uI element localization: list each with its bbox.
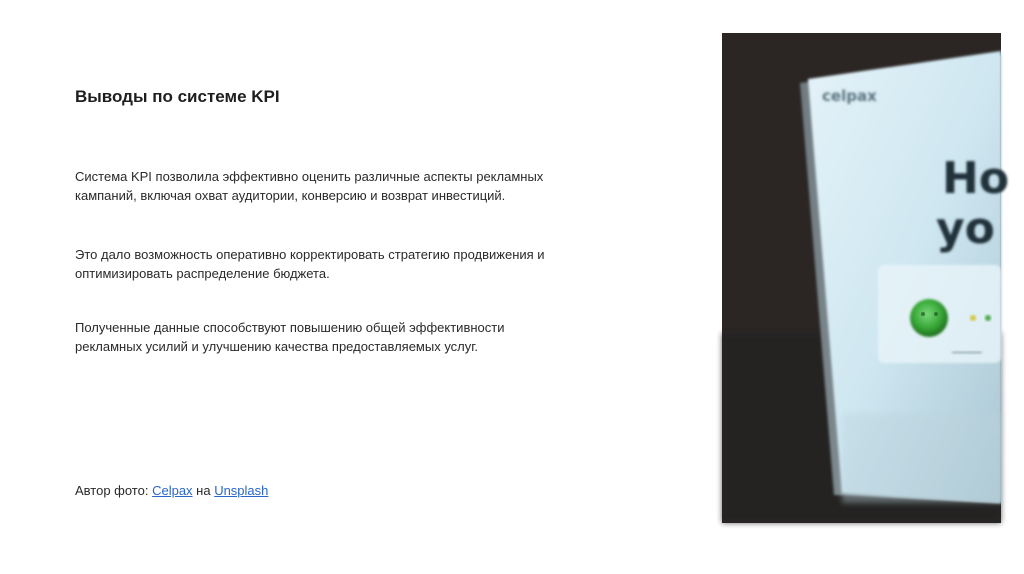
indicator-dot-icon <box>970 315 976 321</box>
photo-credit-prefix: Автор фото: <box>75 483 153 498</box>
paragraph-strategy: Это дало возможность оперативно корректировать стратегию продвижения и оптимизировать распределение бюджета. <box>75 247 545 281</box>
photo-illustration <box>722 33 1010 523</box>
device-text-line1: Ho <box>942 153 1010 204</box>
paragraph-kpi-summary: Система KPI позволила эффективно оценить различные аспекты рекламных кампаний, включая охват аудитории, конверсию и возврат инвестиций. <box>75 169 544 203</box>
device-text-line2: yo <box>936 203 995 254</box>
photo-credit-middle: на <box>192 483 215 498</box>
device-brand-text: celpax <box>822 87 877 105</box>
photo-author-link[interactable]: Celpax <box>152 483 193 498</box>
paragraph-effectiveness: Полученные данные способствуют повышению общей эффективности рекламных усилий и улучшению качества предоставляемых услуг. <box>75 320 505 354</box>
photo-source-link[interactable]: Unsplash <box>214 483 269 498</box>
slide-title: Выводы по системе KPI <box>75 87 280 106</box>
green-smiley-button-icon <box>910 299 948 337</box>
photo-credit <box>75 481 268 500</box>
indicator-dot-icon <box>985 315 991 321</box>
photo-celpax-device <box>722 33 1010 523</box>
